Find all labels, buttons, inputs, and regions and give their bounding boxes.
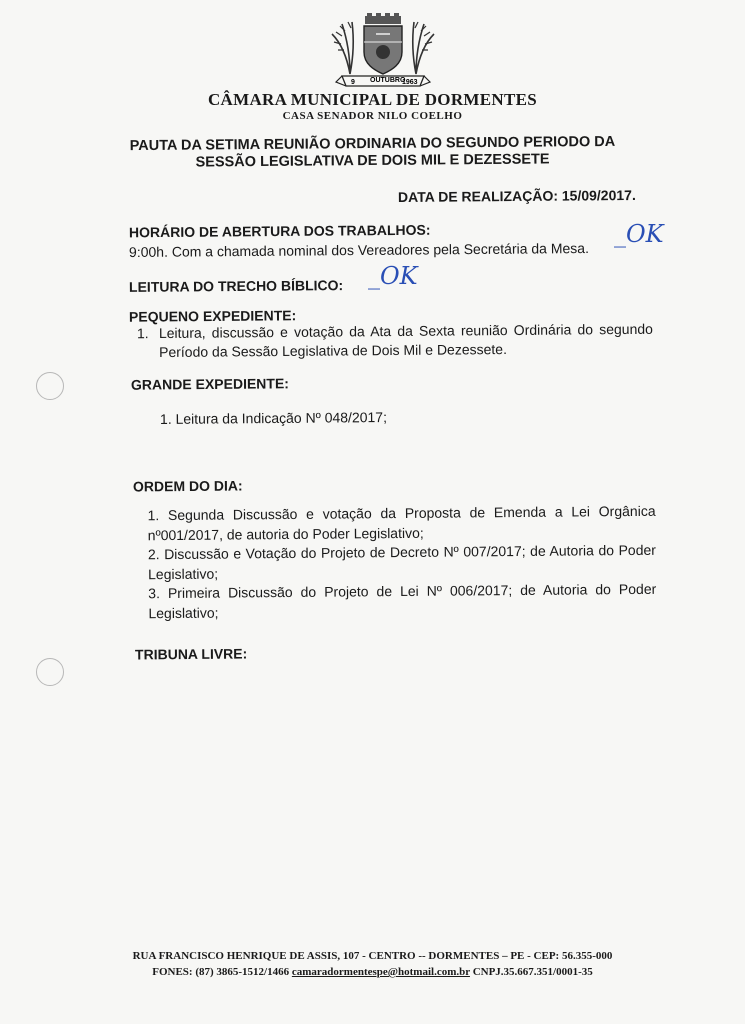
- crest-emblem-icon: [328, 12, 438, 90]
- handwritten-ok-leitura: _OK: [368, 262, 418, 290]
- footer-email-link[interactable]: camaradormentespe@hotmail.com.br: [291, 966, 470, 978]
- heading-grande-expediente: GRANDE EXPEDIENTE:: [130, 375, 289, 393]
- crest-ribbon-right: 1963: [402, 79, 418, 86]
- punch-hole-bottom: [36, 658, 64, 686]
- grande-expediente-item: 1. Leitura da Indicação Nº 048/2017;: [159, 409, 388, 427]
- footer-phones: FONES: (87) 3865-1512/1466: [152, 966, 290, 978]
- list-item-number: 1.: [136, 325, 149, 342]
- footer-address: RUA FRANCISCO HENRIQUE DE ASSIS, 107 - CENTRO -- DORMENTES – PE - CEP: 56.355-000: [132, 950, 613, 962]
- footer-contact: [0, 966, 745, 978]
- list-item: 1. Segunda Discussão e votação da Proposta de Emenda a Lei Orgânica nº001/2017, de autoria do Poder Legislativo;: [147, 502, 656, 543]
- heading-pequeno-expediente: PEQUENO EXPEDIENTE:: [128, 307, 297, 325]
- handwritten-ok-abertura: _OK: [614, 220, 664, 248]
- org-name: CÂMARA MUNICIPAL DE DORMENTES: [207, 90, 538, 109]
- document-title: [100, 134, 645, 173]
- municipal-crest-logo: [328, 12, 438, 90]
- title-line-2: SESSÃO LEGISLATIVA DE DOIS MIL E DEZESSETE: [195, 151, 550, 171]
- list-item-text: Leitura, discussão e votação da Ata da Sexta reunião Ordinária do segundo Período da Sessão Legislativa de Dois Mil e Dezessete.: [158, 320, 653, 361]
- org-subtitle: CASA SENADOR NILO COELHO: [282, 110, 463, 122]
- footer-cnpj: CNPJ.35.667.351/0001-35: [472, 966, 593, 978]
- heading-tribuna-livre: TRIBUNA LIVRE:: [134, 645, 248, 663]
- list-item: 3. Primeira Discussão do Projeto de Lei Nº 006/2017; de Autoria do Poder Legislativo;: [148, 580, 657, 621]
- abertura-text: 9:00h. Com a chamada nominal dos Vereadores pela Secretária da Mesa.: [128, 239, 589, 261]
- heading-ordem-do-dia: ORDEM DO DIA:: [132, 477, 243, 495]
- list-item: 2. Discussão e Votação do Projeto de Decreto Nº 007/2017; de Autoria do Poder Legislativo;: [147, 541, 656, 582]
- crest-ribbon-text: OUTUBRO: [370, 77, 406, 84]
- meeting-date: DATA DE REALIZAÇÃO: 15/09/2017.: [397, 186, 636, 206]
- heading-leitura: LEITURA DO TRECHO BÍBLICO:: [128, 277, 344, 295]
- pequeno-expediente-list: [137, 320, 653, 363]
- list-item: [137, 320, 653, 363]
- ordem-do-dia-list: [147, 502, 656, 623]
- punch-hole-top: [36, 372, 64, 400]
- heading-abertura: HORÁRIO DE ABERTURA DOS TRABALHOS:: [128, 221, 431, 241]
- crest-ribbon-left: 9: [351, 79, 355, 86]
- title-line-1: PAUTA DA SETIMA REUNIÃO ORDINARIA DO SEGUNDO PERIODO DA: [129, 133, 616, 155]
